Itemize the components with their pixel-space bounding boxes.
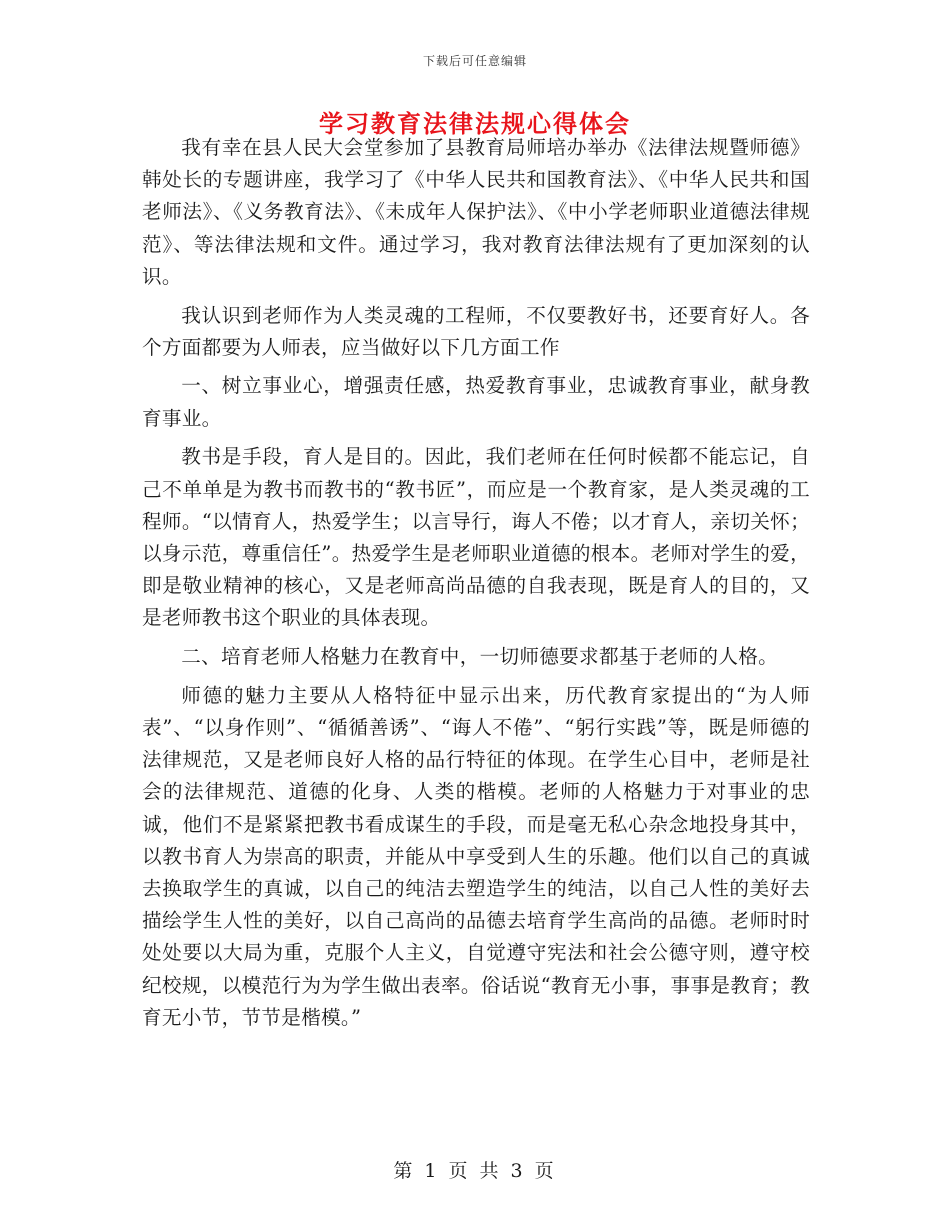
paragraph-teacher-charm: 师德的魅力主要从人格特征中显示出来，历代教育家提出的“为人师表”、“以身作则”、“循循善诱”、“诲人不倦”、“躬行实践”等，既是师德的法律规范，又是老师良好人格的品行特征的体现。在学生心目中，老师是社会的法律规范、道德的化身、人类的楷模。老师的人格魅力于对事业的忠诚，他们不是紧紧把教书看成谋生的手段，而是毫无私心杂念地投身其中，以教书育人为崇高的职责，并能从中享受到人生的乐趣。他们以自己的真诚去换取学生的真诚，以自己的纯洁去塑造学生的纯洁，以自己人性的美好去描绘学生人性的美好，以自己高尚的品德去培育学生高尚的品德。老师时时处处要以大局为重，克服个人主义，自觉遵守宪法和社会公德守则，遵守校纪校规，以模范行为为学生做出表率。俗话说“教育无小事，事事是教育；教育无小节，节节是楷模。” bbox=[142, 683, 810, 1029]
document-body bbox=[142, 132, 810, 1040]
paragraph-teacher-role: 我认识到老师作为人类灵魂的工程师，不仅要教好书，还要育好人。各个方面都要为人师表，应当做好以下几方面工作 bbox=[142, 303, 810, 359]
page-header: 下载后可任意编辑 bbox=[422, 54, 527, 68]
paragraph-point-one: 一、树立事业心，增强责任感，热爱教育事业，忠诚教育事业，献身教育事业。 bbox=[142, 374, 810, 430]
paragraph-intro: 我有幸在县人民大会堂参加了县教育局师培办举办《法律法规暨师德》韩处长的专题讲座，我学习了《中华人民共和国教育法》、《中华人民共和国老师法》、《义务教育法》、《未成年人保护法》、《中小学老师职业道德法律规范》、等法律法规和文件。通过学习，我对教育法律法规有了更加深刻的认识。 bbox=[142, 136, 810, 288]
paragraph-point-two: 二、培育老师人格魅力在教育中，一切师德要求都基于老师的人格。 bbox=[181, 645, 778, 669]
page-number: 第 1 页 共 3 页 bbox=[393, 1160, 557, 1182]
document-title: 学习教育法律法规心得体会 bbox=[319, 109, 631, 138]
paragraph-teaching-purpose: 教书是手段，育人是目的。因此，我们老师在任何时候都不能忘记，自己不单单是为教书而教书的“教书匠”，而应是一个教育家，是人类灵魂的工程师。“以情育人，热爱学生；以言导行，诲人不倦；以才育人，亲切关怀；以身示范，尊重信任”。热爱学生是老师职业道德的根本。老师对学生的爱，即是敬业精神的核心，又是老师高尚品德的自我表现，既是育人的目的，又是老师教书这个职业的具体表现。 bbox=[142, 445, 810, 630]
